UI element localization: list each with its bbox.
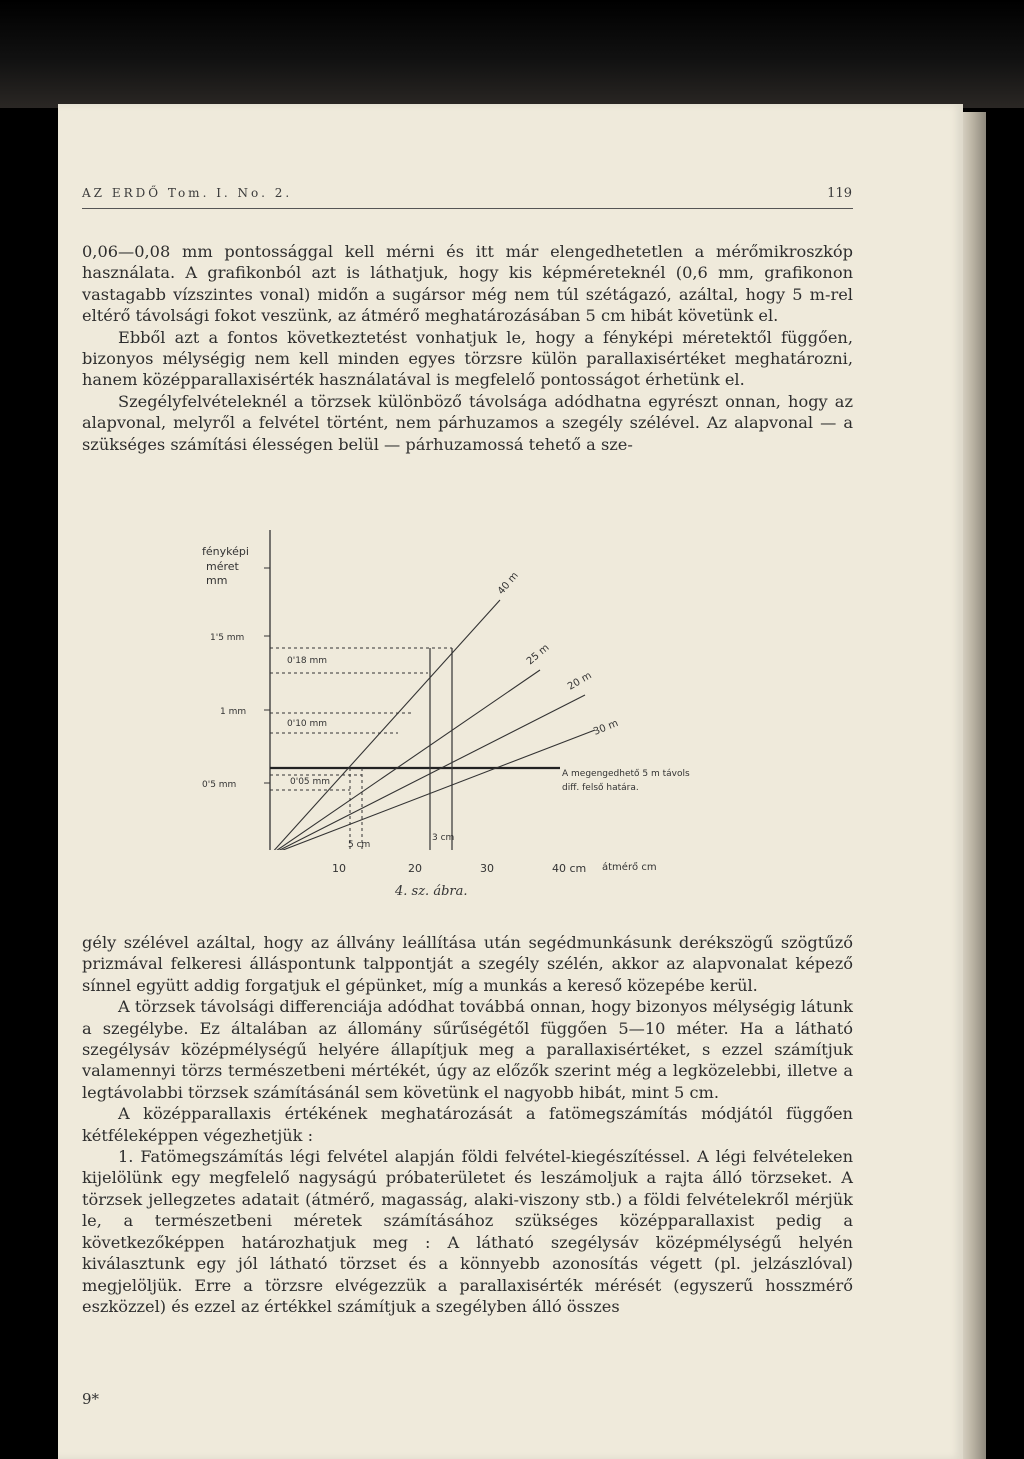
y-label-1: fényképi: [202, 545, 249, 558]
x-axis-labels: [190, 840, 690, 880]
paragraph: Ebből azt a fontos következtetést vonhatjuk le, hogy a fényképi méretektől függően, bizonyos mélységig nem kell minden egyes törzsre külön parallaxisértéket meghatározni, hanem középparallaxisérték használatával is megfelelő pontosságot érhetünk el.: [82, 327, 853, 390]
journal-title: AZ ERDŐ Tom. I. No. 2.: [82, 186, 293, 200]
dim-label-5cm: 5 cm: [348, 840, 371, 850]
line-label-25m: 25 m: [524, 642, 552, 668]
line-label-40m: 40 m: [495, 570, 521, 597]
x-label: átmérő cm: [602, 862, 657, 873]
paragraph: 1. Fatömegszámítás légi felvétel alapján földi felvétel-kiegészítéssel. A légi felvételeken kijelölünk egy megfelelő nagyságú próbaterületet és leszámoljuk a rajta álló törzseket. A törzsek jellegzetes adatait (átmérő, magasság, alaki-viszony stb.) a földi felvételekről mérjük le, a természetbeni méretek számításához szükséges középparallaxist pedig a következőképpen határozhatjuk meg : A látható szegélysáv középmélységű helyén kiválasztunk egy jól látható törzset és a könnyebb azonosítás végett (pl. jelzászlóval) megjelöljük. Erre a törzsre elvégezzük a parallaxisérték mérését (egyszerű hosszmérő eszközzel) és ezzel az értékkel számítjuk a szegélyben álló összes: [82, 1147, 853, 1316]
annotation-line-2: diff. felső határa.: [562, 783, 639, 793]
dim-label-018: 0'18 mm: [287, 656, 328, 666]
figure-caption: 4. sz. ábra.: [395, 884, 468, 899]
header-rule: [82, 208, 853, 209]
figure-graph: [190, 520, 690, 850]
line-label-30m: 30 m: [592, 717, 620, 738]
running-header: [82, 186, 852, 204]
paragraph: 0,06—0,08 mm pontossággal kell mérni és itt már elengedhetetlen a mérőmikroszkóp használata. A grafikonból azt is láthatjuk, hogy kis képméreteknél (0,6 mm, grafikonon vastagabb vízszintes vonal) midőn a sugársor még nem túl szétágazó, azáltal, hogy 5 m-rel eltérő távolsági fokot veszünk, az átmérő meghatározásában 5 cm hibát követünk el.: [82, 242, 853, 326]
paragraph: A törzsek távolsági differenciája adódhat továbbá onnan, hogy bizonyos mélységig látunk a szegélybe. Ez általában az állomány sűrűségétől függően 5—10 méter. Ha a látható szegélysáv középmélységű helyére állapítjuk meg a parallaxisértéket, s ezzel számítjuk valamennyi törzs természetbeni mértékét, úgy az előzők szerint még a legközelebbi, illetve a legtávolabbi törzsek számításánál sem követünk el nagyobb hibát, mint 5 cm.: [82, 997, 853, 1102]
page-number: 119: [827, 186, 852, 201]
annotation-line-1: A megengedhető 5 m távolsági: [562, 769, 690, 779]
page-edge: [962, 112, 986, 1459]
dim-label-3cm: 3 cm: [432, 833, 455, 843]
paragraph: Szegélyfelvételeknél a törzsek különböző távolsága adódhatna egyrészt onnan, hogy az alapvonal, melyről a felvétel történt, nem párhuzamos a szegély szélével. Az alapvonal — a szükséges számítási élességen belül — párhuzamossá tehető a sze-: [82, 391, 853, 454]
paragraph: gély szélével azáltal, hogy az állvány leállítása után segédmunkásunk derékszögű szögtűző prizmával felkeresi álláspontunk talppontját a szegély szélén, akkor az alapvonalat képező sínnel együtt addig forgatjuk el gépünket, míg a munkás a kereső közepébe kerül.: [82, 933, 853, 995]
y-label-2: méret: [206, 560, 239, 573]
text-block-bottom: [82, 932, 853, 1317]
x-tick-10: 10: [332, 862, 346, 875]
y-tick-1: 1 mm: [220, 707, 247, 717]
dim-label-005: 0'05 mm: [290, 777, 331, 787]
dim-label-010: 0'10 mm: [287, 719, 328, 729]
y-label-3: mm: [206, 574, 228, 587]
x-tick-40: 40 cm: [552, 862, 587, 875]
signature-mark: 9*: [82, 1390, 100, 1408]
x-tick-20: 20: [408, 862, 422, 875]
y-tick-1-5: 1'5 mm: [210, 633, 245, 643]
line-label-20m: 20 m: [566, 670, 594, 693]
scan-background: [0, 0, 1024, 108]
graph-svg: [190, 520, 690, 850]
y-tick-0-5: 0'5 mm: [202, 780, 237, 790]
paragraph: A középparallaxis értékének meghatározását a fatömegszámítás módjától függően kétféleképpen végezhetjük :: [82, 1104, 853, 1145]
x-tick-30: 30: [480, 862, 494, 875]
text-block-top: [82, 241, 853, 455]
